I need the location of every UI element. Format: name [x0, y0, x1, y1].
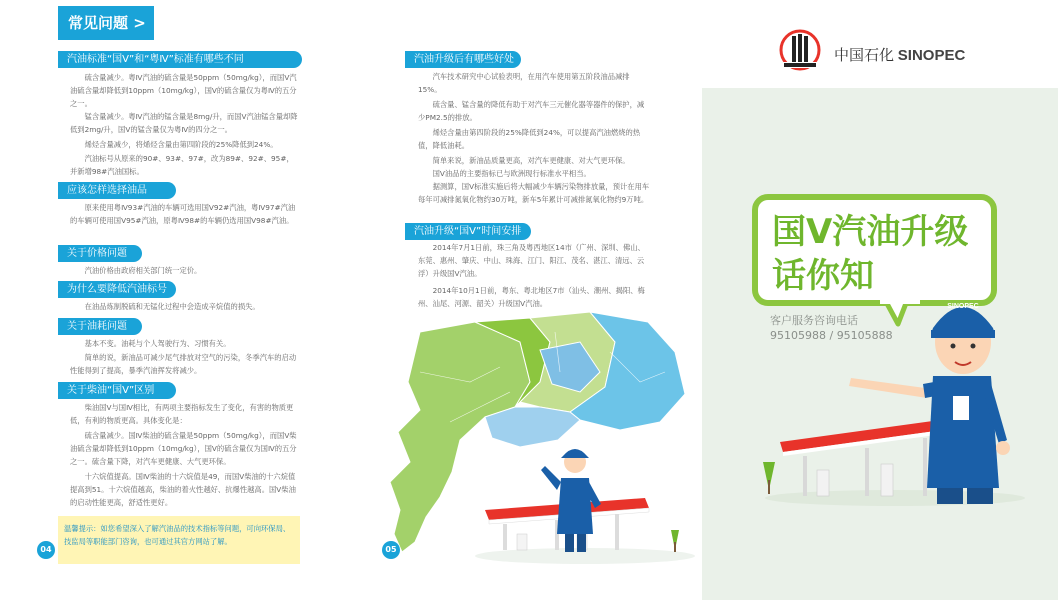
paragraph: 十六烷值提高。国Ⅳ柴油的十六烷值是49，而国Ⅴ柴油的十六烷值提高到51。十六烷值越高，柴油的着火性越好、抗爆性越高。国Ⅴ柴油的启动性能更高，舒适性更好。	[70, 472, 296, 507]
paragraph: 原来使用粤Ⅳ93#汽油的车辆可选用国Ⅴ92#汽油，粤Ⅳ97#汽油的车辆可使用国Ⅴ95#汽油，原粤Ⅳ98#的车辆仍选用国Ⅴ98#汽油。	[70, 203, 296, 225]
paragraph: 汽油价格由政府相关部门统一定价。	[84, 266, 202, 275]
paragraph: 硫含量减少。国Ⅳ柴油的硫含量是50ppm（50mg/kg），而国Ⅴ柴油硫含量却降低到10ppm（10mg/kg），国Ⅴ的硫含量仅为国Ⅳ的五分之一。硫含量下降，对汽车更健康、大气更环保。	[70, 431, 297, 466]
paragraph: 在油品炼制脱硫和无锰化过程中会造成辛烷值的损失。	[84, 302, 260, 311]
attendant-illustration	[755, 280, 1055, 598]
page-04	[0, 0, 350, 600]
hotline-label: 客户服务咨询电话	[770, 314, 858, 327]
paragraph: 2014年7月1日前，珠三角及粤西地区14市（广州、深圳、佛山、东莞、惠州、肇庆、中山、珠海、江门、阳江、茂名、湛江、清远、云浮）升级国Ⅴ汽油。	[418, 243, 645, 278]
section-heading: 汽油升级后有哪些好处	[405, 51, 521, 68]
paragraph: 锰含量减少。粤Ⅳ汽油的锰含量是8mg/升，而国Ⅴ汽油锰含量却降低到2mg/升，国Ⅴ的锰含量仅为粤Ⅳ的四分之一。	[70, 112, 298, 134]
brand-name	[834, 44, 965, 65]
paragraph: 2014年10月1日前，粤东、粤北地区7市（汕头、潮州、揭阳、梅州、汕尾、河源、韶关）升级国Ⅴ汽油。	[418, 286, 645, 308]
paragraph: 烯烃含量由第四阶段的25%降低到24%，可以提高汽油燃烧的热值，降低油耗。	[418, 128, 641, 150]
paragraph: 硫含量减少。粤Ⅳ汽油的硫含量是50ppm（50mg/kg），而国Ⅴ汽油硫含量却降低到10ppm（10mg/kg），国Ⅴ的硫含量仅为粤Ⅳ的五分之一。	[70, 73, 297, 108]
page-number: 05	[382, 541, 400, 559]
cap-label: SINOPEC	[947, 303, 979, 310]
section-heading: 关于价格问题	[58, 245, 142, 262]
gas-station-illustration	[465, 438, 695, 566]
bubble-line-2: 话你知	[772, 256, 874, 296]
tip-box: 温馨提示：如您希望深入了解汽油品的技术指标等问题，可向环保局、技监局等职能部门咨询，也可通过其官方网站了解。	[58, 516, 300, 564]
section-heading: 应该怎样选择油品	[58, 182, 176, 199]
paragraph: 据测算，国Ⅴ标准实施后将大幅减少车辆污染物排放量，预计在用车每年可减排氮氧化物约30万吨，新车5年累计可减排氮氧化物约9万吨。	[418, 182, 650, 204]
section-heading: 汽油升级“国Ⅴ”时间安排	[405, 223, 531, 240]
tree-icon	[763, 462, 775, 494]
section-heading: 汽油标准“国Ⅴ”和“粤Ⅳ”标准有哪些不同	[58, 51, 302, 68]
attendant-large	[849, 303, 1010, 504]
section-heading: 关于油耗问题	[58, 318, 142, 335]
paragraph: 简单的说，新油品可减少尾气排放对空气的污染，冬季汽车的启动性能得到了提高，暴季汽油挥发将减少。	[70, 353, 297, 375]
section-tab: 常见问题 >	[58, 6, 154, 40]
attendant-small	[541, 449, 601, 552]
paragraph: 硫含量、锰含量的降低有助于对汽车三元催化器等器件的保护，减少PM2.5的排放。	[418, 100, 645, 122]
paragraph: 国Ⅴ油品的主要指标已与欧洲现行标准水平相当。	[432, 169, 591, 178]
paragraph: 汽油标号从原来的90#、93#、97#，改为89#、92#、95#，并新增98#汽油国标。	[70, 154, 294, 176]
bubble-line-1: 国Ⅴ汽油升级	[772, 212, 969, 252]
brand-name-cn: 中国石化	[834, 48, 895, 64]
sinopec-logo	[778, 28, 822, 72]
paragraph: 烯烃含量减少，将烯烃含量由第四阶段的25%降低到24%。	[84, 140, 278, 149]
paragraph: 汽车技术研究中心试验表明，在用汽车使用第五阶段油品减排15%。	[418, 72, 630, 94]
section-heading: 关于柴油“国Ⅴ”区别	[58, 382, 176, 399]
paragraph: 简单来说，新油品质量更高，对汽车更健康、对大气更环保。	[432, 156, 630, 165]
paragraph: 基本不变。油耗与个人驾驶行为、习惯有关。	[84, 339, 231, 348]
hotline-numbers: 95105988 / 95105888	[770, 329, 893, 342]
section-heading: 为什么要降低汽油标号	[58, 281, 176, 298]
station-canopy	[780, 420, 943, 496]
brand-name-en: SINOPEC	[897, 47, 966, 64]
paragraph: 柴油国Ⅴ与国Ⅳ相比，有两项主要指标发生了变化，有害的物质更低，有利的物质更高。具体变化是：	[70, 403, 294, 425]
page-number: 04	[37, 541, 55, 559]
page-05	[350, 0, 702, 600]
